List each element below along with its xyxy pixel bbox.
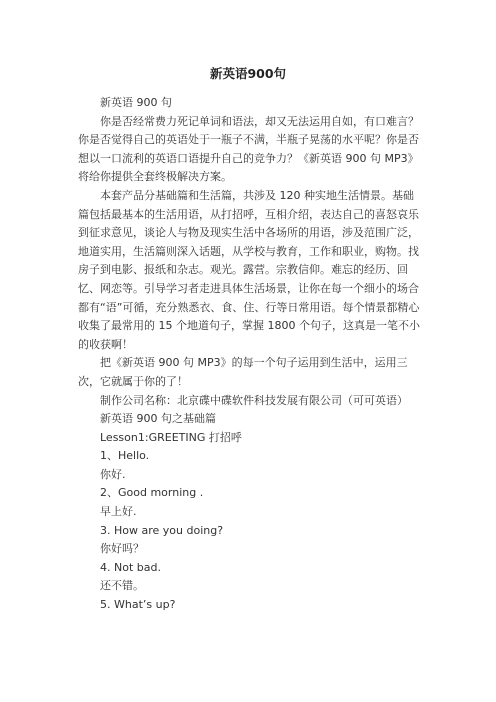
company-line: 制作公司名称：北京碟中碟软件科技发展有限公司（可可英语）: [100, 393, 408, 407]
sentence-english: 1、Hello.: [100, 449, 150, 463]
usage-tip-paragraph: 把《新英语 900 句 MP3》的每一个句子运用到生活中，运用三次，它就属于你的了！: [78, 356, 408, 388]
intro-paragraph: 你是否经常费力死记单词和语法，却又无法运用自如，有口难言？你是否觉得自己的英语处于一瓶子不满，半瓶子晃荡的水平呢？你是否想以一口流利的英语口语提升自己的竞争力？《新英语 900 句 MP3》将给你提供全套终极解决方案。: [78, 114, 419, 184]
sentence-english: 3. How are you doing?: [100, 523, 224, 537]
sentence-chinese: 你好.: [100, 467, 126, 481]
sentence-english: 4. Not bad.: [100, 560, 161, 574]
sentence-chinese: 还不错。: [100, 579, 144, 593]
document-title: 新英语900句: [209, 66, 287, 81]
product-description-paragraph: 本套产品分基础篇和生活篇，共涉及 120 种实地生活情景。基础篇包括最基本的生活用语，从打招呼，互相介绍，表达自己的喜怒哀乐到征求意见，谈论人与物及现实生活中各场所的用语，涉及范围广泛，地道实用，生活篇则深入话题，从学校与教育，工作和职业，购物。找房子到电影、报纸和杂志。观光。露营。宗教信仰。难忘的经历、回忆、网恋等。引导学习者走进具体生活场景，让你在每一个细小的场合都有“语”可循，充分熟悉衣、食、住、行等日常用语。每个情景都精心收集了最常用的 15 个地道句子，掌握 1800 个句子，这真是一笔不小的收获啊！: [78, 188, 420, 351]
section-heading: 新英语 900 句之基础篇: [100, 412, 216, 426]
sentence-chinese: 早上好.: [100, 505, 137, 519]
sentence-english: 2、Good morning .: [100, 486, 204, 500]
lesson-heading: Lesson1:GREETING 打招呼: [100, 430, 242, 444]
subtitle-line: 新英语 900 句: [100, 96, 172, 109]
sentence-chinese: 你好吗？: [100, 542, 144, 556]
sentence-english: 5. What’s up?: [100, 598, 176, 612]
document-body: [78, 94, 420, 615]
